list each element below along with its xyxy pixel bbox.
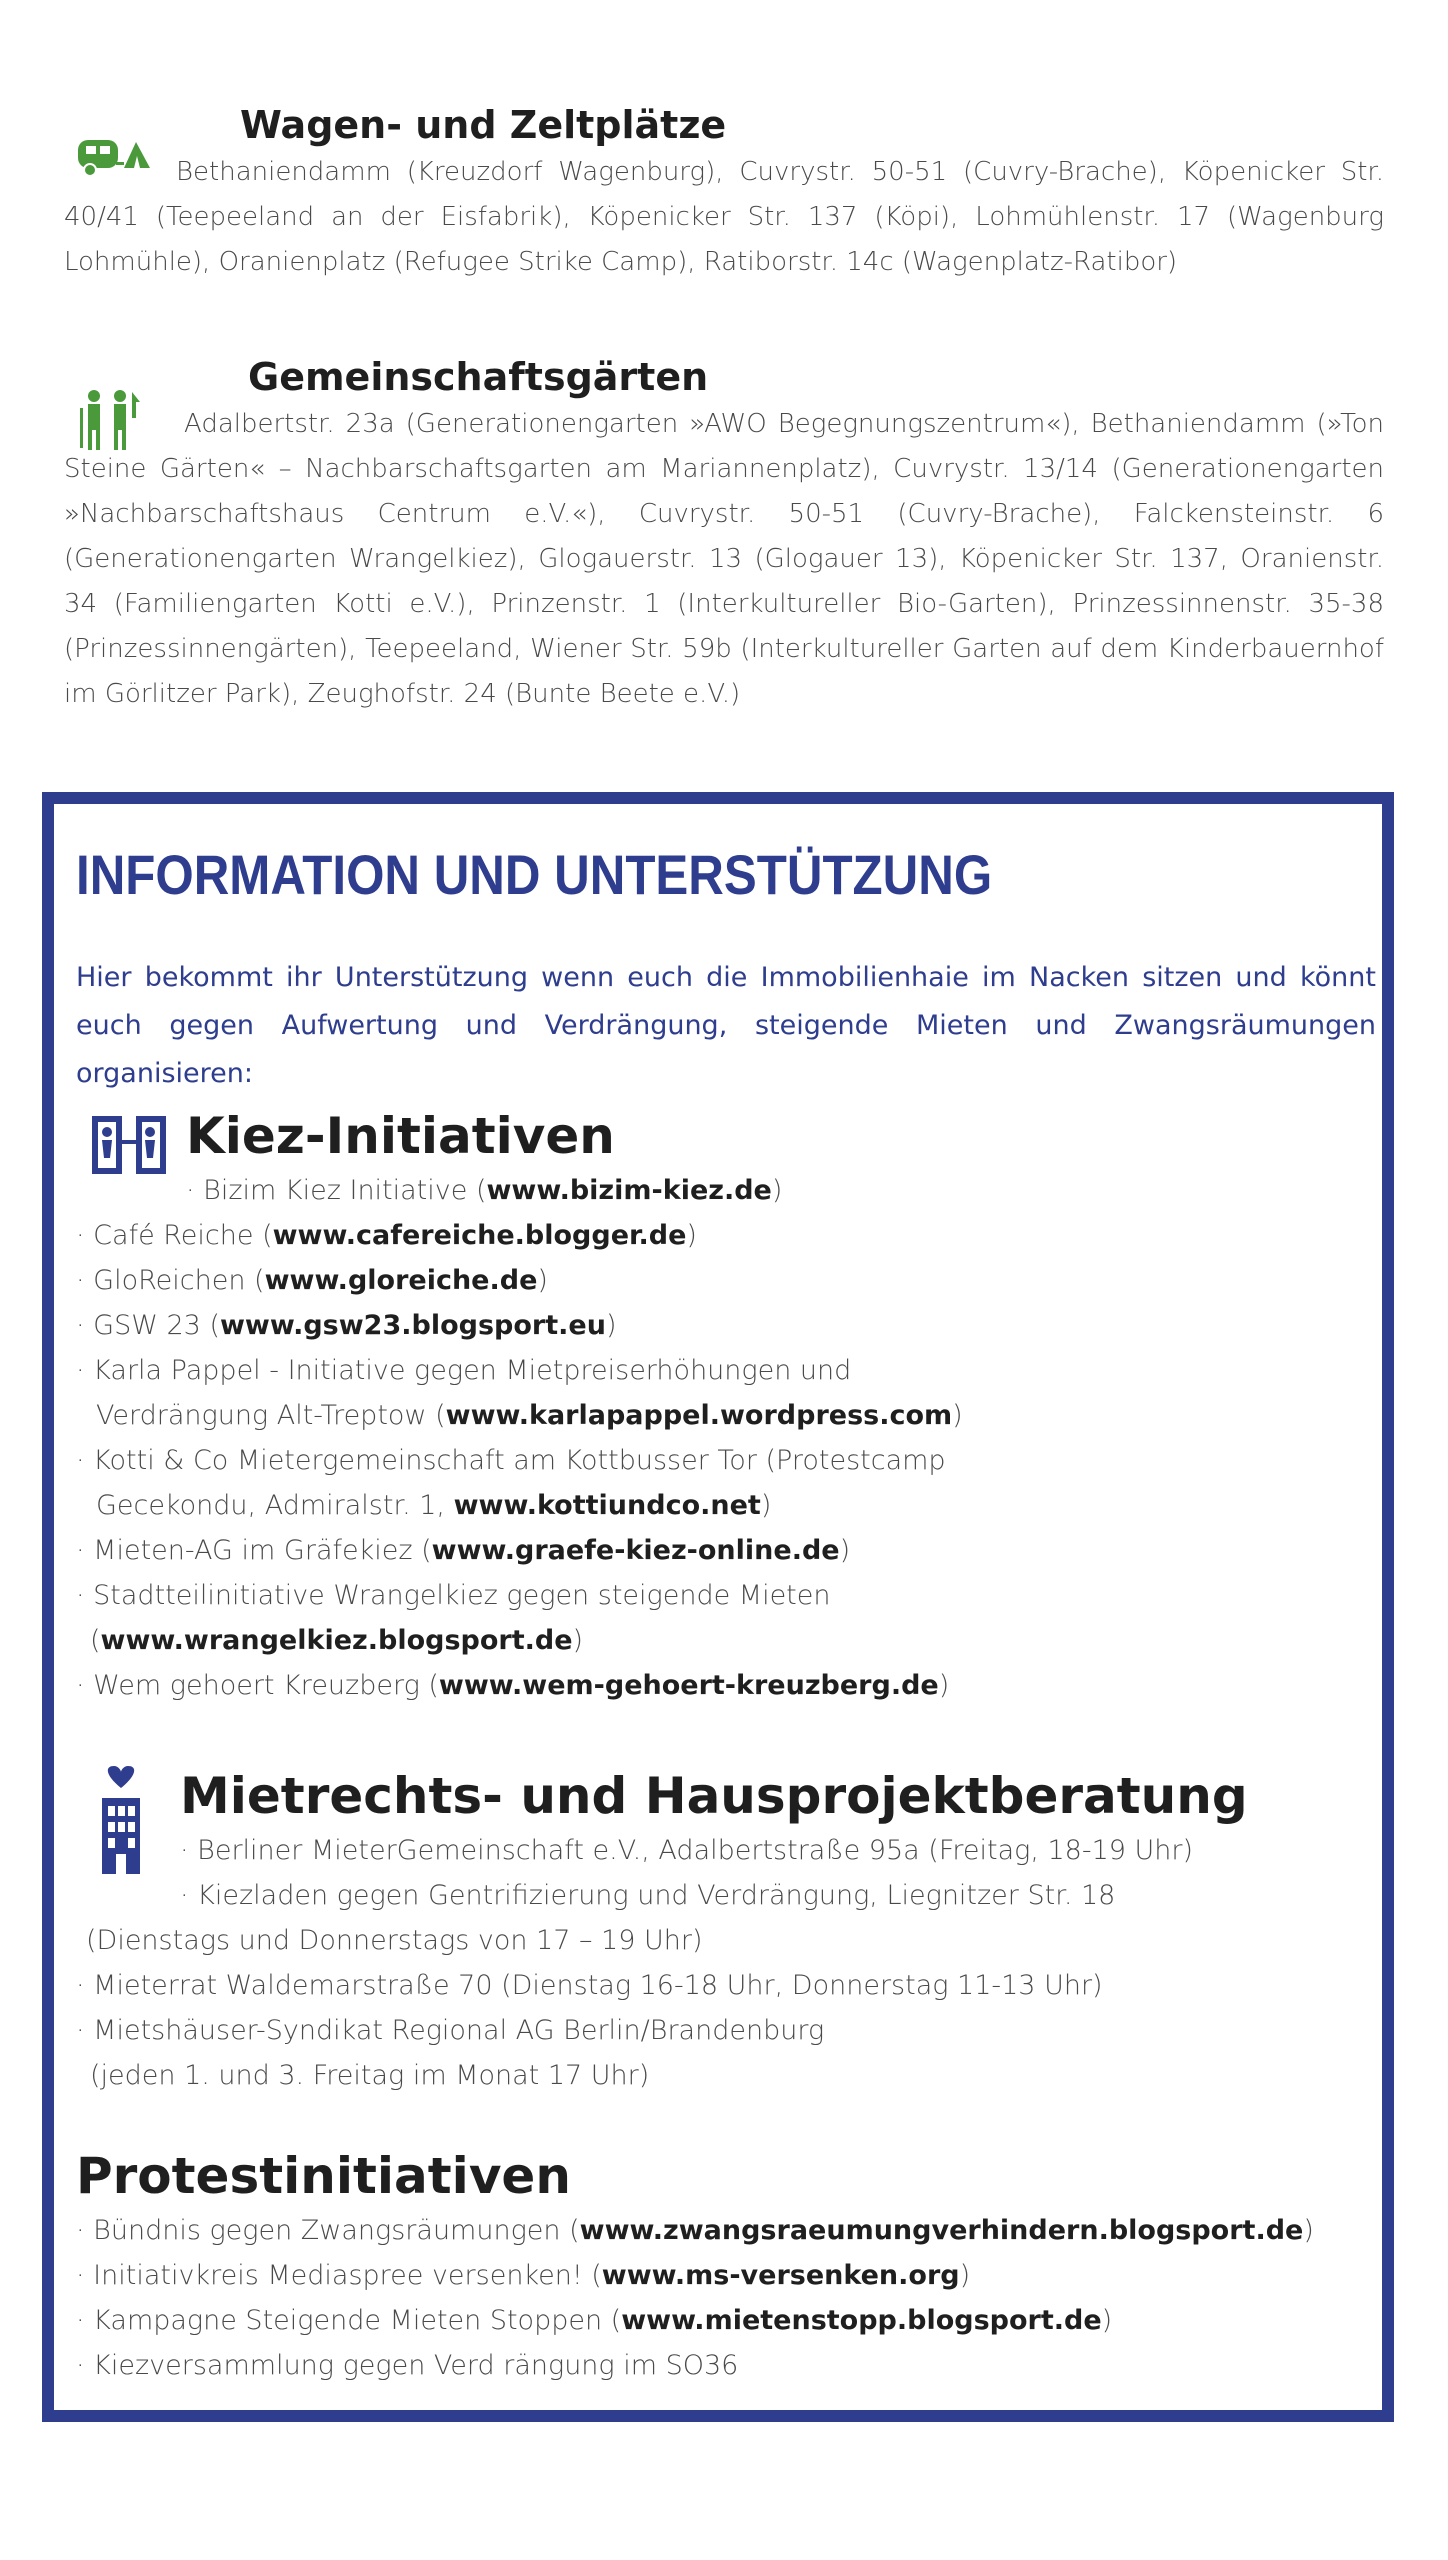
- list-item: · Mietshäuser-Syndikat Regional AG Berlin/Brandenburg: [76, 2015, 825, 2046]
- item-link[interactable]: www.gloreiche.de: [264, 1265, 538, 1296]
- item-text: · Initiativkreis Mediaspree versenken! (: [76, 2260, 602, 2291]
- camps-header: [64, 100, 1384, 150]
- people-door-icon: [90, 1112, 170, 1182]
- information-box: [42, 792, 1394, 2422]
- list-item: (jeden 1. und 3. Freitag im Monat 17 Uhr): [90, 2060, 650, 2091]
- item-text: · GloReichen (: [76, 1265, 265, 1296]
- item-closing: ): [959, 2260, 971, 2291]
- item-text: · Bizim Kiez Initiative (: [186, 1175, 487, 1206]
- item-text: · Wem gehoert Kreuzberg (: [76, 1670, 439, 1701]
- list-item: [76, 1483, 1396, 1528]
- item-closing: ): [686, 1220, 697, 1251]
- item-text: Verdrängung Alt-Treptow (: [96, 1400, 446, 1431]
- camps-section: [64, 100, 1384, 285]
- item-closing: ): [605, 1310, 617, 1341]
- list-item: [76, 2298, 1396, 2343]
- camps-title: Wagen- und Zeltplätze: [240, 103, 727, 147]
- gardens-section: [64, 352, 1384, 717]
- item-text: (: [90, 1625, 101, 1656]
- item-closing: ): [839, 1535, 851, 1566]
- list-item: [76, 1348, 1396, 1393]
- gardeners-icon: [78, 388, 144, 456]
- heart-house-icon: [96, 1764, 146, 1880]
- item-link[interactable]: www.bizim-kiez.de: [486, 1175, 772, 1206]
- item-text: · Mieten-AG im Gräfekiez (: [76, 1535, 432, 1566]
- list-item: [76, 1258, 1396, 1303]
- item-text: · Café Reiche (: [76, 1220, 273, 1251]
- item-closing: ): [537, 1265, 548, 1296]
- item-link[interactable]: www.cafereiche.blogger.de: [272, 1220, 687, 1251]
- item-closing: ): [938, 1670, 950, 1701]
- protest-list: [76, 2208, 1396, 2388]
- list-item: · Mieterrat Waldemarstraße 70 (Dienstag 16-18 Uhr, Donnerstag 11-13 Uhr): [76, 1970, 1103, 2001]
- item-closing: ): [760, 1490, 772, 1521]
- item-link[interactable]: www.karlapappel.wordpress.com: [445, 1400, 953, 1431]
- gardens-title: Gemeinschaftsgärten: [248, 355, 709, 399]
- info-intro: Hier bekommt ihr Unterstützung wenn euch die Immobilienhaie im Nacken sitzen und könnt euch gegen Aufwertung und Verdrängung, steigende Mieten und Zwangsräumungen organisieren:: [76, 962, 1376, 1089]
- item-link[interactable]: www.ms-versenken.org: [601, 2260, 960, 2291]
- item-closing: ): [1101, 2305, 1113, 2336]
- gardens-header: [64, 352, 1384, 402]
- camper-tent-icon: [76, 134, 152, 182]
- item-text: · GSW 23 (: [76, 1310, 220, 1341]
- protest-title: Protestinitiativen: [76, 2147, 571, 2205]
- info-title: INFORMATION UND UNTERSTÜTZUNG: [76, 843, 993, 906]
- beratung-section: [76, 1764, 1396, 2098]
- item-closing: ): [572, 1625, 584, 1656]
- protest-section: [76, 2144, 1396, 2388]
- beratung-title: Mietrechts- und Hausprojektberatung: [180, 1767, 1248, 1825]
- item-link[interactable]: www.mietenstopp.blogsport.de: [621, 2305, 1102, 2336]
- list-item: [76, 1303, 1396, 1348]
- kiez-title: Kiez-Initiativen: [186, 1107, 615, 1165]
- list-item: · Kiezladen gegen Gentrifizierung und Verdrängung, Liegnitzer Str. 18: [180, 1880, 1116, 1911]
- item-text: · Kotti & Co Mietergemeinschaft am Kottbusser Tor (Protestcamp: [76, 1445, 946, 1476]
- list-item: [76, 1393, 1396, 1438]
- item-text: · Kampagne Steigende Mieten Stoppen (: [76, 2305, 622, 2336]
- item-link[interactable]: www.zwangsraeumungverhindern.blogsport.de: [579, 2215, 1304, 2246]
- item-link[interactable]: www.wem-gehoert-kreuzberg.de: [438, 1670, 939, 1701]
- item-link[interactable]: www.gsw23.blogsport.eu: [219, 1310, 606, 1341]
- list-item: [76, 1213, 1396, 1258]
- list-item: [76, 1663, 1396, 1708]
- list-item: (Dienstags und Donnerstags von 17 – 19 Uhr): [86, 1925, 703, 1956]
- camps-text: Bethaniendamm (Kreuzdorf Wagenburg), Cuvrystr. 50-51 (Cuvry-Brache), Köpenicker Str. 40/41 (Teepeeland an der Eisfabrik), Köpenicker Str. 137 (Köpi), Lohmühlenstr. 17 (Wagenburg Lohmühle), Oranienplatz (Refugee Strike Camp), Ratiborstr. 14c (Wagenplatz-Ratibor): [64, 157, 1384, 277]
- list-item: [76, 1573, 1396, 1618]
- item-link[interactable]: www.wrangelkiez.blogsport.de: [100, 1625, 573, 1656]
- item-text: · Kiezversammlung gegen Verd rängung im SO36: [76, 2350, 739, 2381]
- list-item: [76, 1168, 1396, 1213]
- item-link[interactable]: www.kottiundco.net: [453, 1490, 761, 1521]
- item-text: · Stadtteilinitiative Wrangelkiez gegen steigende Mieten: [76, 1580, 831, 1611]
- list-item: [76, 2208, 1396, 2253]
- list-item: [76, 1438, 1396, 1483]
- item-text: · Karla Pappel - Initiative gegen Mietpreiserhöhungen und: [76, 1355, 852, 1386]
- kiez-section: [76, 1104, 1396, 1708]
- item-closing: ): [771, 1175, 783, 1206]
- list-item: [76, 1618, 1396, 1663]
- item-text: · Bündnis gegen Zwangsräumungen (: [76, 2215, 580, 2246]
- list-item: [76, 2253, 1396, 2298]
- item-closing: ): [1303, 2215, 1314, 2246]
- item-text: Gecekondu, Admiralstr. 1,: [96, 1490, 454, 1521]
- kiez-list: [76, 1168, 1396, 1708]
- list-item: · Berliner MieterGemeinschaft e.V., Adalbertstraße 95a (Freitag, 18-19 Uhr): [180, 1835, 1194, 1866]
- gardens-text: Adalbertstr. 23a (Generationengarten »AWO Begegnungszentrum«), Bethaniendamm (»Ton Steine Gärten« – Nachbarschaftsgarten am Mariannenplatz), Cuvrystr. 13/14 (Generationengarten »Nachbarschaftshaus Centrum e.V.«), Cuvrystr. 50-51 (Cuvry-Brache), Falckensteinstr. 6 (Generationengarten Wrangelkiez), Glogauerstr. 13 (Glogauer 13), Köpenicker Str. 137, Oranienstr. 34 (Familiengarten Kotti e.V.), Prinzenstr. 1 (Interkultureller Bio-Garten), Prinzessinnenstr. 35-38 (Prinzessinnengärten), Teepeeland, Wiener Str. 59b (Interkultureller Garten auf dem Kinderbauernhof im Görlitzer Park), Zeughofstr. 24 (Bunte Beete e.V.): [64, 409, 1384, 709]
- beratung-list: [76, 1828, 1396, 2098]
- list-item: [76, 2343, 1396, 2388]
- list-item: [76, 1528, 1396, 1573]
- item-closing: ): [952, 1400, 963, 1431]
- item-link[interactable]: www.graefe-kiez-online.de: [431, 1535, 840, 1566]
